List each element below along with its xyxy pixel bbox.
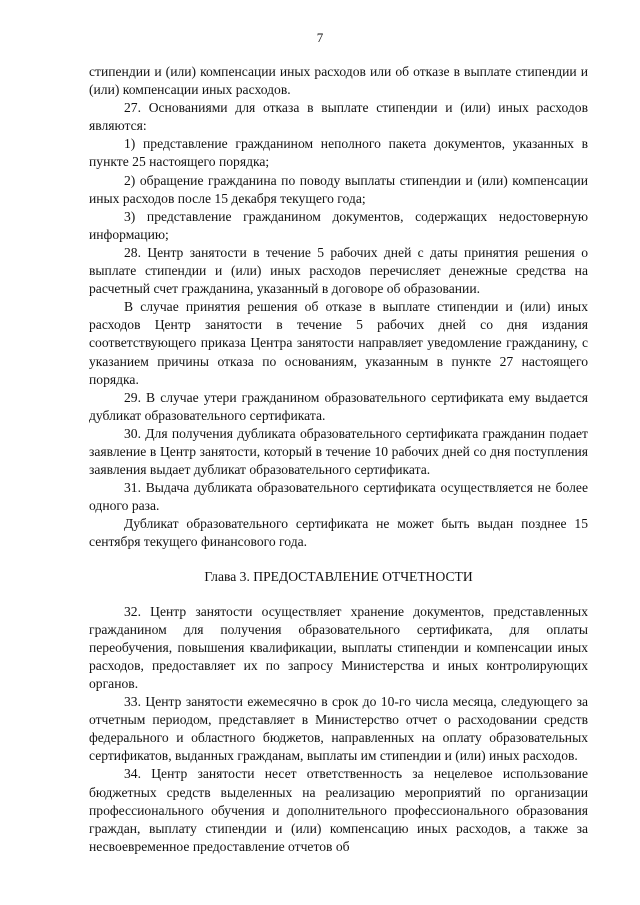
section-after-heading bbox=[89, 603, 588, 856]
paragraph: 31. Выдача дубликата образовательного сертификата осуществляется не более одного раза. bbox=[89, 480, 588, 514]
paragraph: В случае принятия решения об отказе в выплате стипендии и (или) иных расходов Центр занятости в течение 5 рабочих дней со дня издания соответствующего приказа Центра занятости направляет уведомление гражданину, с указанием причины отказа по основаниям, указанным в пункте 27 настоящего порядка. bbox=[89, 299, 588, 387]
chapter-heading: Глава 3. ПРЕДОСТАВЛЕНИЕ ОТЧЕТНОСТИ bbox=[204, 568, 473, 584]
paragraph: 3) представление гражданином документов, содержащих недостоверную информацию; bbox=[89, 208, 588, 242]
document-body bbox=[89, 63, 588, 856]
paragraph: 29. В случае утери гражданином образовательного сертификата ему выдается дубликат образовательного сертификата. bbox=[89, 389, 588, 423]
page-number: 7 bbox=[316, 30, 324, 45]
paragraph: 34. Центр занятости несет ответственность за нецелевое использование бюджетных средств выделенных на реализацию мероприятий по организации профессионального обучения и дополнительного профессионального образования граждан, выплату стипендии и (или) компенсацию иных расходов, а также за несвоевременное предоставление отчетов об bbox=[89, 766, 588, 854]
paragraph: стипендии и (или) компенсации иных расходов или об отказе в выплате стипендии и (или) компенсации иных расходов. bbox=[89, 64, 588, 98]
section-before-heading bbox=[89, 63, 588, 552]
paragraph: Дубликат образовательного сертификата не может быть выдан позднее 15 сентября текущего финансового года. bbox=[89, 516, 588, 550]
paragraph: 33. Центр занятости ежемесячно в срок до 10-го числа месяца, следующего за отчетным периодом, представляет в Министерство отчет о расходовании средств федерального и областного бюджетов, направленных на оплату образовательных сертификатов, выданных гражданам, выплаты им стипендии и (или) иных расходов. bbox=[89, 694, 588, 764]
paragraph: 27. Основаниями для отказа в выплате стипендии и (или) иных расходов являются: bbox=[89, 100, 588, 134]
paragraph: 28. Центр занятости в течение 5 рабочих дней с даты принятия решения о выплате стипендии и (или) иных расходов перечисляет денежные средства на расчетный счет гражданина, указанный в договоре об образовании. bbox=[89, 244, 588, 297]
paragraph: 1) представление гражданином неполного пакета документов, указанных в пункте 25 настоящего порядка; bbox=[89, 136, 588, 170]
paragraph: 30. Для получения дубликата образовательного сертификата гражданин подает заявление в Центр занятости, который в течение 10 рабочих дней со дня поступления заявления выдает дубликат образовательного сертификата. bbox=[89, 425, 588, 478]
paragraph: 2) обращение гражданина по поводу выплаты стипендии и (или) компенсации иных расходов после 15 декабря текущего года; bbox=[89, 172, 588, 206]
paragraph: 32. Центр занятости осуществляет хранение документов, представленных гражданином для получения образовательного сертификата, для оплаты переобучения, повышения квалификации, выплаты стипендии и компенсации иных расходов, предоставляет их по запросу Министерства и иных контролирующих органов. bbox=[89, 603, 588, 691]
